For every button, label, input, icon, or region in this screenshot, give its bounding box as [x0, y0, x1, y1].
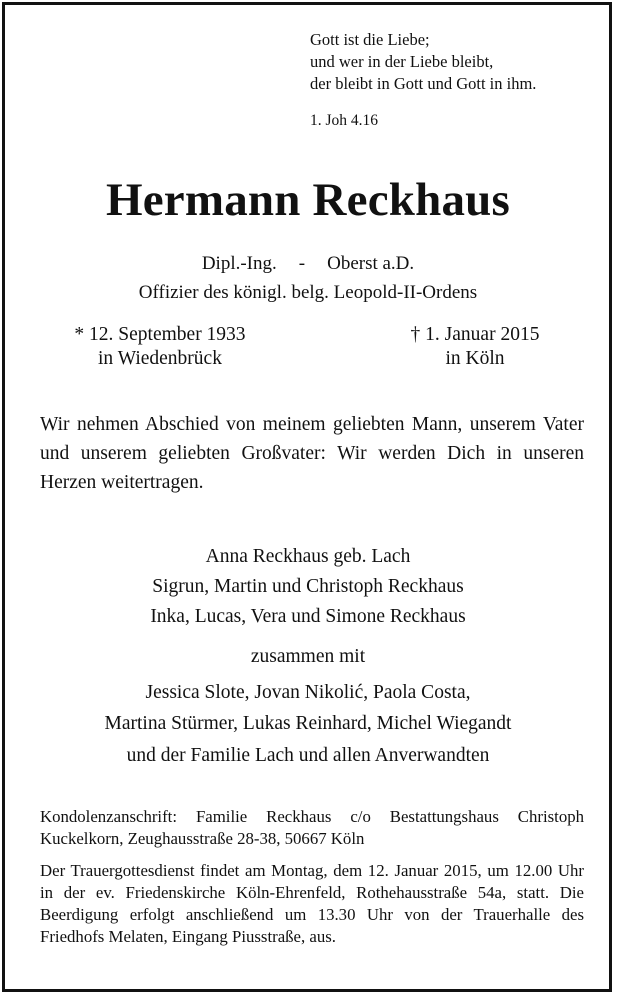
order-honor: Offizier des königl. belg. Leopold-II-Ordens: [138, 282, 478, 303]
verse-line: der bleibt in Gott und Gott in ihm.: [310, 74, 537, 93]
death-date: † 1. Januar 2015: [410, 324, 540, 345]
bible-verse: [310, 29, 536, 95]
title-rank: Oberst a.D.: [327, 253, 415, 274]
birth-info: [55, 323, 265, 371]
mourner-line: Anna Reckhaus geb. Lach: [205, 546, 411, 567]
academic-military-titles: [5, 253, 611, 275]
obituary-notice: [2, 2, 612, 992]
farewell-text: Wir nehmen Abschied von meinem geliebten Mann, unserem Vater und unserem geliebten Großvater: Wir werden Dich in unseren Herzen weitertragen.: [40, 414, 584, 493]
condolence-address: Kondolenzanschrift: Familie Reckhaus c/o Bestattungshaus Christoph Kuckelkorn, Zeughausstraße 28-38, 50667 Köln: [40, 807, 584, 848]
mourners-family: [5, 542, 611, 632]
verse-line: Gott ist die Liebe;: [310, 30, 430, 49]
mourner-line: Inka, Lucas, Vera und Simone Reckhaus: [150, 606, 466, 627]
verse-reference: 1. Joh 4.16: [310, 112, 379, 129]
mourner-line: Martina Stürmer, Lukas Reinhard, Michel Wiegandt: [104, 713, 512, 734]
together-with-label: zusammen mit: [250, 646, 366, 667]
death-info: [380, 323, 570, 371]
relatives-line: und der Familie Lach und allen Anverwandten: [126, 745, 490, 766]
deceased-name: Hermann Reckhaus: [105, 174, 511, 226]
title-separator: -: [298, 253, 306, 274]
mourners-others: [5, 677, 611, 739]
mourner-line: Sigrun, Martin und Christoph Reckhaus: [152, 576, 464, 597]
verse-line: und wer in der Liebe bleibt,: [310, 52, 494, 71]
birth-place: in Wiedenbrück: [98, 348, 222, 369]
title-diploma: Dipl.-Ing.: [201, 253, 277, 274]
service-info: Der Trauergottesdienst findet am Montag, dem 12. Januar 2015, um 12.00 Uhr in der ev. Friedenskirche Köln-Ehrenfeld, Rothehausstraße 54a, statt. Die Beerdigung erfolgt anschließend um 13.30 Uhr von der Trauerhalle des Friedhofs Melaten, Eingang Piusstraße, aus.: [40, 861, 584, 946]
birth-date: * 12. September 1933: [74, 324, 246, 345]
death-place: in Köln: [445, 348, 505, 369]
mourner-line: Jessica Slote, Jovan Nikolić, Paola Costa,: [145, 682, 471, 703]
